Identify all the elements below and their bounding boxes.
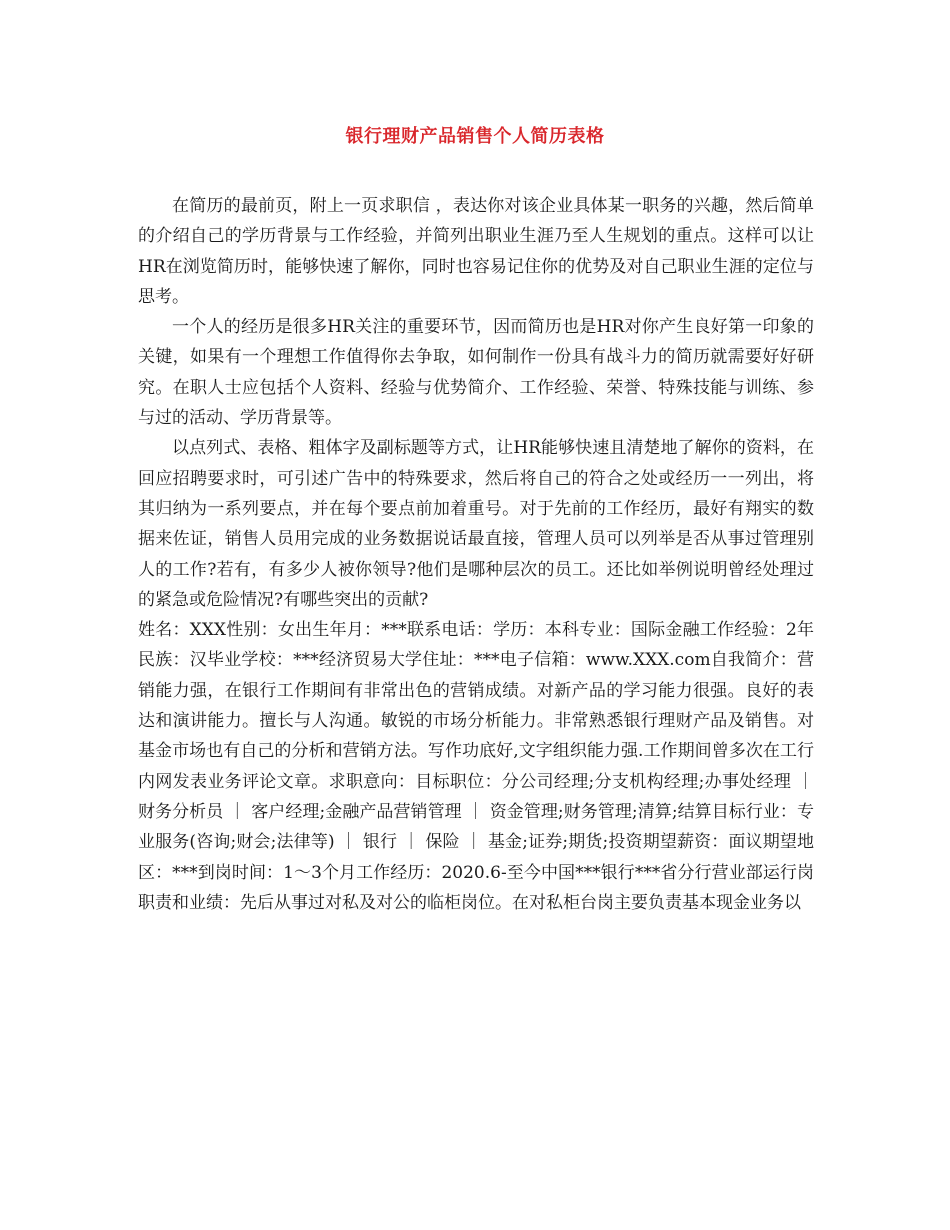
document-title: 银行理财产品销售个人简历表格 [345,126,605,147]
resume-details: 姓名：XXX性别：女出生年月：***联系电话：学历：本科专业：国际金融工作经验：2年民族：汉毕业学校：***经济贸易大学住址：***电子信箱：www.XXX.com自我简介：营销能力强，在银行工作期间有非常出色的营销成绩。对新产品的学习能力很强。良好的表达和演讲能力。擅长与人沟通。敏锐的市场分析能力。非常熟悉银行理财产品及销售。对基金市场也有自己的分析和营销方法。写作功底好,文字组织能力强.工作期间曾多次在工行内网发表业务评论文章。求职意向：目标职位：分公司经理;分支机构经理;办事处经理 ｜ 财务分析员 ｜ 客户经理;金融产品营销管理 ｜ 资金管理;财务管理;清算;结算目标行业：专业服务(咨询;财会;法律等) ｜ 银行 ｜ 保险 ｜ 基金;证券;期货;投资期望薪资：面议期望地区：***到岗时间：1～3个月工作经历：2020.6-至今中国***银行***省分行营业部运行岗职责和业绩：先后从事过对私及对公的临柜岗位。在对私柜台岗主要负责基本现金业务以 [138,620,814,913]
paragraph-experience: 一个人的经历是很多HR关注的重要环节，因而简历也是HR对你产生良好第一印象的关键，如果有一个理想工作值得你去争取，如何制作一份具有战斗力的简历就需要好好研究。在职人士应包括个人资料、经验与优势简介、工作经验、荣誉、特殊技能与训练、参与过的活动、学历背景等。 [138,317,814,429]
paragraph-cover-letter: 在简历的最前页，附上一页求职信 ，表达你对该企业具体某一职务的兴趣，然后简单的介绍自己的学历背景与工作经验，并简列出职业生涯乃至人生规划的重点。这样可以让HR在浏览简历时，能够快速了解你，同时也容易记住你的优势及对自己职业生涯的定位与思考。 [138,196,814,307]
document-body [138,191,814,918]
paragraph-format-tips: 以点列式、表格、粗体字及副标题等方式，让HR能够快速且清楚地了解你的资料，在回应招聘要求时，可引述广告中的特殊要求，然后将自己的符合之处或经历一一列出，将其归纳为一系列要点，并在每个要点前加着重号。对于先前的工作经历，最好有翔实的数据来佐证，销售人员用完成的业务数据说话最直接，管理人员可以列举是否从事过管理别人的工作?若有，有多少人被你领导?他们是哪种层次的员工。还比如举例说明曾经处理过的紧急或危险情况?有哪些突出的贡献? [138,438,814,610]
